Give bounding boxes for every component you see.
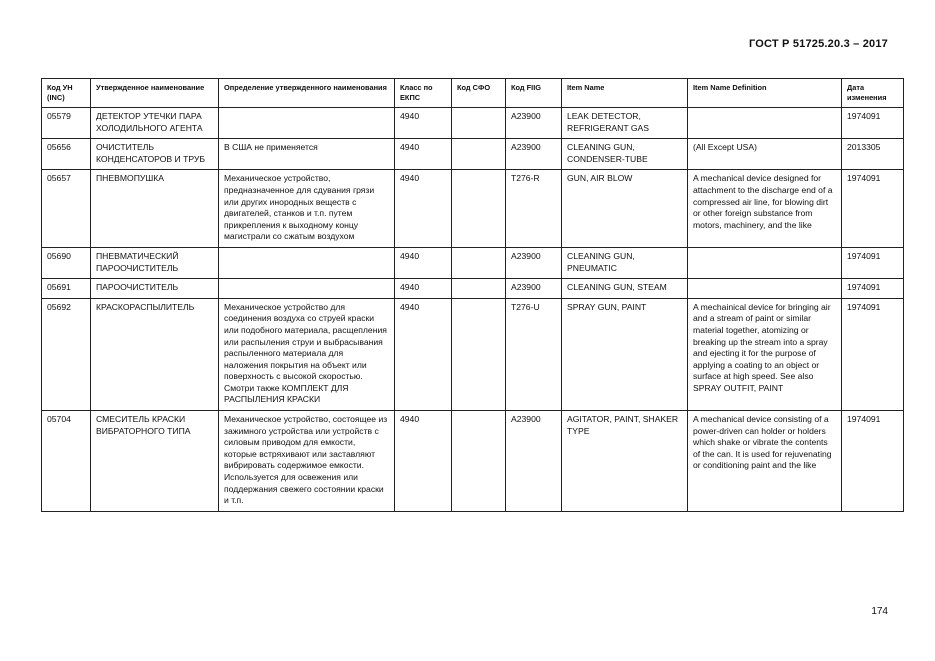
cell-fiig: T276-R: [506, 170, 562, 248]
cell-name-ru: ОЧИСТИТЕЛЬ КОНДЕНСАТОРОВ И ТРУБ: [91, 139, 219, 170]
cell-item-definition: A mechainical device for bringing air and a stream of paint or similar material together, atomizing or breaking up the stream into a spray and ejecting it for the purpose of applying a coating to an object or surface at high speed. See also SPRAY OUTFIT, PAINT: [688, 298, 842, 410]
cell-class: 4940: [395, 279, 452, 299]
cell-sfo: [452, 170, 506, 248]
item-name-table: [41, 78, 904, 512]
cell-date: 1974091: [842, 298, 904, 410]
col-header-date: Дата изменения: [842, 79, 904, 108]
table-row: [42, 247, 904, 278]
cell-definition-ru: [219, 279, 395, 299]
page-number: 174: [871, 606, 888, 617]
col-header-item-definition: Item Name Definition: [688, 79, 842, 108]
cell-item-name: CLEANING GUN, STEAM: [562, 279, 688, 299]
cell-inc: 05691: [42, 279, 91, 299]
table-row: [42, 279, 904, 299]
cell-fiig: A23900: [506, 108, 562, 139]
cell-date: 1974091: [842, 247, 904, 278]
cell-definition-ru: [219, 108, 395, 139]
col-header-item-name: Item Name: [562, 79, 688, 108]
cell-item-definition: [688, 279, 842, 299]
cell-item-name: AGITATOR, PAINT, SHAKER TYPE: [562, 411, 688, 512]
col-header-class: Класс по ЕКПС: [395, 79, 452, 108]
table-row: [42, 108, 904, 139]
cell-fiig: A23900: [506, 411, 562, 512]
cell-class: 4940: [395, 108, 452, 139]
cell-fiig: A23900: [506, 279, 562, 299]
cell-definition-ru: [219, 247, 395, 278]
cell-inc: 05690: [42, 247, 91, 278]
cell-sfo: [452, 298, 506, 410]
document-code: ГОСТ Р 51725.20.3 – 2017: [748, 38, 888, 50]
cell-name-ru: СМЕСИТЕЛЬ КРАСКИ ВИБРАТОРНОГО ТИПА: [91, 411, 219, 512]
cell-fiig: A23900: [506, 247, 562, 278]
cell-item-definition: [688, 108, 842, 139]
cell-item-definition: [688, 247, 842, 278]
cell-inc: 05579: [42, 108, 91, 139]
cell-item-name: LEAK DETECTOR, REFRIGERANT GAS: [562, 108, 688, 139]
cell-date: 1974091: [842, 279, 904, 299]
cell-item-name: SPRAY GUN, PAINT: [562, 298, 688, 410]
cell-class: 4940: [395, 170, 452, 248]
table-row: [42, 139, 904, 170]
cell-name-ru: ПНЕВМАТИЧЕСКИЙ ПАРООЧИСТИТЕЛЬ: [91, 247, 219, 278]
cell-sfo: [452, 108, 506, 139]
cell-inc: 05692: [42, 298, 91, 410]
cell-item-name: CLEANING GUN, CONDENSER-TUBE: [562, 139, 688, 170]
cell-class: 4940: [395, 298, 452, 410]
cell-class: 4940: [395, 247, 452, 278]
col-header-name-ru: Утвержденное наименование: [91, 79, 219, 108]
cell-sfo: [452, 139, 506, 170]
table-header-row: [42, 79, 904, 108]
cell-date: 1974091: [842, 108, 904, 139]
cell-inc: 05657: [42, 170, 91, 248]
cell-item-definition: (All Except USA): [688, 139, 842, 170]
cell-date: 1974091: [842, 170, 904, 248]
cell-item-definition: A mechanical device designed for attachment to the discharge end of a compressed air line, for blowing dirt or other foreign substance from motors, machinery, and the like: [688, 170, 842, 248]
cell-date: 1974091: [842, 411, 904, 512]
col-header-inc: Код УН (INC): [42, 79, 91, 108]
cell-item-name: GUN, AIR BLOW: [562, 170, 688, 248]
cell-class: 4940: [395, 411, 452, 512]
cell-fiig: T276-U: [506, 298, 562, 410]
cell-item-name: CLEANING GUN, PNEUMATIC: [562, 247, 688, 278]
cell-name-ru: ПАРООЧИСТИТЕЛЬ: [91, 279, 219, 299]
cell-definition-ru: Механическое устройство, предназначенное для сдувания грязи или других инородных веществ с двигателей, станков и т.п. путем прикрепления к выходному концу магистрали со сжатым воздухом: [219, 170, 395, 248]
cell-definition-ru: В США не применяется: [219, 139, 395, 170]
col-header-definition-ru: Определение утвержденного наименования: [219, 79, 395, 108]
table-row: [42, 298, 904, 410]
table-row: [42, 170, 904, 248]
cell-inc: 05704: [42, 411, 91, 512]
cell-item-definition: A mechanical device consisting of a power-driven can holder or holders which shake or vibrate the contents of the can. It is used for rejuvenating or conditioning paint and the like: [688, 411, 842, 512]
cell-fiig: A23900: [506, 139, 562, 170]
cell-name-ru: КРАСКОРАСПЫЛИТЕЛЬ: [91, 298, 219, 410]
cell-inc: 05656: [42, 139, 91, 170]
cell-date: 2013305: [842, 139, 904, 170]
cell-name-ru: ПНЕВМОПУШКА: [91, 170, 219, 248]
col-header-sfo: Код СФО: [452, 79, 506, 108]
cell-class: 4940: [395, 139, 452, 170]
table-row: [42, 411, 904, 512]
cell-name-ru: ДЕТЕКТОР УТЕЧКИ ПАРА ХОЛОДИЛЬНОГО АГЕНТА: [91, 108, 219, 139]
cell-sfo: [452, 279, 506, 299]
cell-definition-ru: Механическое устройство для соединения воздуха со струей краски или подобного материала, расщепления или распыления струи и выбрасывания распыленного материала для наложения покрытия на объект или поверхность с высокой скоростью. Смотри также КОМПЛЕКТ ДЛЯ РАСПЫЛЕНИЯ КРАСКИ: [219, 298, 395, 410]
cell-definition-ru: Механическое устройство, состоящее из зажимного устройства или устройств с силовым приводом для емкости, которые встряхивают или заставляют вибрировать содержимое емкости. Используется для освежения или поддержания свежего состоянии краски и т.п.: [219, 411, 395, 512]
cell-sfo: [452, 411, 506, 512]
col-header-fiig: Код FIIG: [506, 79, 562, 108]
cell-sfo: [452, 247, 506, 278]
